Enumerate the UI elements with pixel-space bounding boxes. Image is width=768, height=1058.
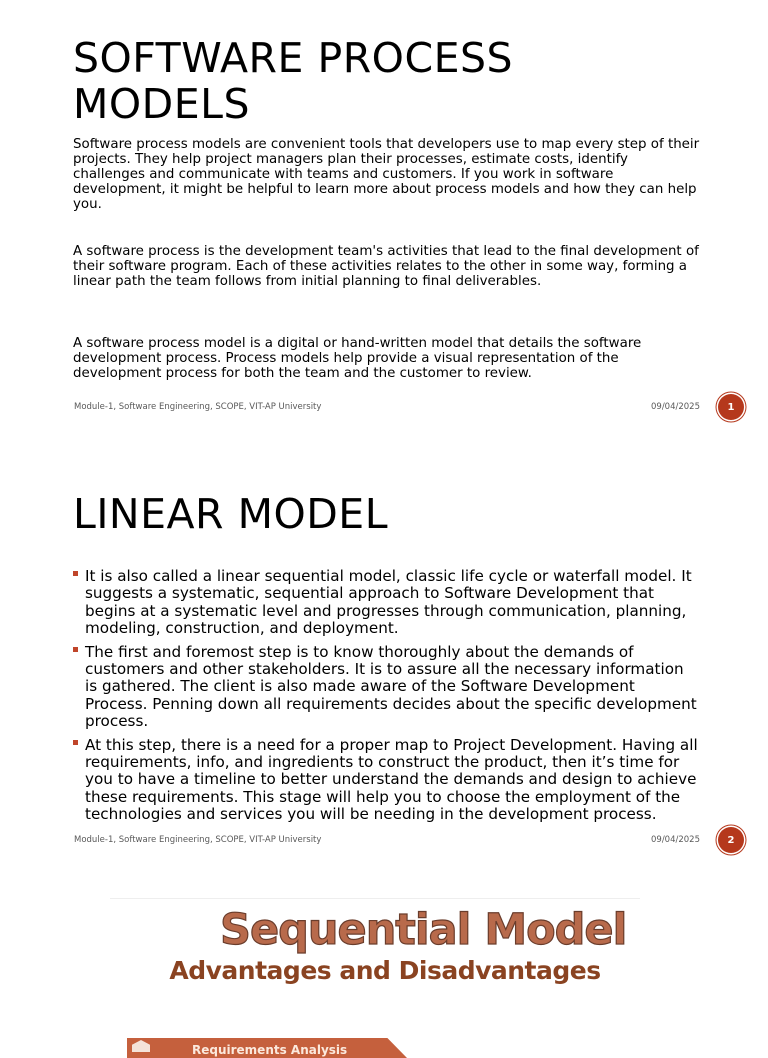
slide-date: 09/04/2025 <box>651 835 700 845</box>
slide-title: SOFTWARE PROCESS MODELS <box>73 34 514 128</box>
bullet-text: At this step, there is a need for a proper map to Project Development. Having all requirements, info, and ingredients to construct the product, then it’s time for you to have a timeline to better understand the demands and design to achieve these requirements. This stage will help you to choose the employment of the technologies and services you will be needing in the development process. <box>85 735 698 824</box>
bullet-item <box>73 737 698 824</box>
slide-3 <box>0 870 768 1057</box>
slide-date: 09/04/2025 <box>651 402 700 412</box>
sequential-model-banner <box>110 898 640 1057</box>
bullet-item <box>73 644 698 731</box>
requirements-step-label: Requirements Analysis <box>192 1043 348 1057</box>
banner-top-rule <box>110 898 640 899</box>
bullet-text: It is also called a linear sequential model, classic life cycle or waterfall model. It suggests a systematic, sequential approach to Software Development that begins at a systematic level and progresses through communication, planning, modeling, construction, and deployment. <box>85 567 692 638</box>
bullet-square-icon <box>73 571 78 576</box>
slide-footer: Module-1, Software Engineering, SCOPE, VIT-AP University <box>74 835 322 845</box>
slide-2 <box>0 440 768 870</box>
banner-title: Sequential Model <box>220 905 627 955</box>
bullet-item <box>73 568 698 638</box>
page-number-badge: 1 <box>718 394 744 420</box>
process-model-paragraph: A software process model is a digital or hand-written model that details the software development process. Process models help provide a visual representation of the development process for both the team and the customer to review. <box>73 336 642 381</box>
banner-subtitle: Advantages and Disadvantages <box>169 956 601 985</box>
page-number-badge: 2 <box>718 827 744 853</box>
bullet-list <box>73 568 698 830</box>
slide-title: LINEAR MODEL <box>73 490 389 538</box>
slide-footer: Module-1, Software Engineering, SCOPE, VIT-AP University <box>74 402 322 412</box>
bullet-square-icon <box>73 647 78 652</box>
intro-paragraph: Software process models are convenient tools that developers use to map every step of their projects. They help project managers plan their processes, estimate costs, identify challenges and communicate with teams and customers. If you work in software development, it might be helpful to learn more about process models and how they can help you. <box>73 137 700 212</box>
process-definition-paragraph: A software process is the development team's activities that lead to the final development of their software program. Each of these activities relates to the other in some way, forming a linear path the team follows from initial planning to final deliverables. <box>73 244 699 289</box>
bullet-square-icon <box>73 740 78 745</box>
bullet-text: The first and foremost step is to know thoroughly about the demands of customers and other stakeholders. It is to assure all the necessary information is gathered. The client is also made aware of the Software Development Process. Penning down all requirements decides about the specific development process. <box>85 642 697 731</box>
slide-1 <box>0 0 768 440</box>
